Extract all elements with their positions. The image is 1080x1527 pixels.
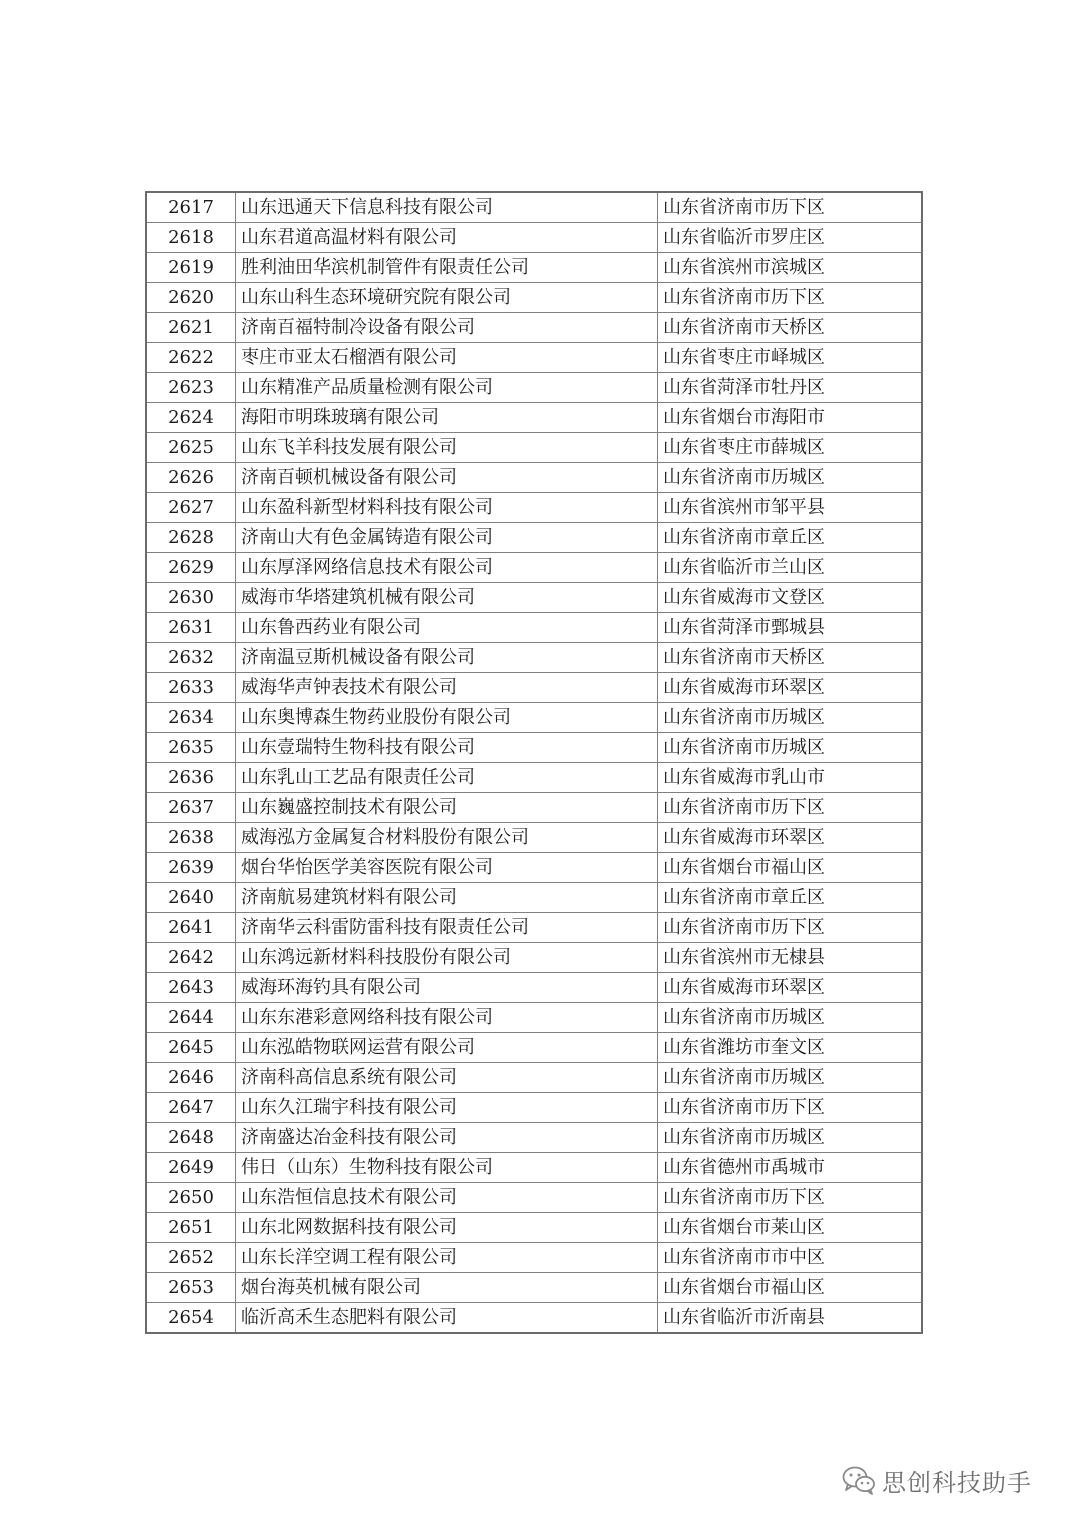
row-number-cell: 2627	[146, 493, 236, 523]
row-number-cell: 2632	[146, 643, 236, 673]
company-name-cell: 威海市华塔建筑机械有限公司	[236, 583, 658, 613]
row-number-cell: 2633	[146, 673, 236, 703]
row-number-cell: 2618	[146, 223, 236, 253]
table-row	[146, 1123, 922, 1153]
table-row	[146, 493, 922, 523]
table-row	[146, 1063, 922, 1093]
location-cell: 山东省济南市历下区	[658, 793, 923, 823]
table-row	[146, 463, 922, 493]
table-row	[146, 1183, 922, 1213]
location-cell: 山东省济南市历下区	[658, 283, 923, 313]
table-row	[146, 823, 922, 853]
row-number-cell: 2625	[146, 433, 236, 463]
location-cell: 山东省济南市历下区	[658, 1093, 923, 1123]
row-number-cell: 2652	[146, 1243, 236, 1273]
table-row	[146, 1033, 922, 1063]
company-name-cell: 枣庄市亚太石榴酒有限公司	[236, 343, 658, 373]
row-number-cell: 2643	[146, 973, 236, 1003]
table-row	[146, 973, 922, 1003]
location-cell: 山东省烟台市福山区	[658, 1273, 923, 1303]
table-row	[146, 583, 922, 613]
company-name-cell: 海阳市明珠玻璃有限公司	[236, 403, 658, 433]
row-number-cell: 2630	[146, 583, 236, 613]
row-number-cell: 2619	[146, 253, 236, 283]
company-name-cell: 山东飞羊科技发展有限公司	[236, 433, 658, 463]
row-number-cell: 2650	[146, 1183, 236, 1213]
row-number-cell: 2641	[146, 913, 236, 943]
company-name-cell: 山东鸿远新材料科技股份有限公司	[236, 943, 658, 973]
location-cell: 山东省济南市历城区	[658, 1063, 923, 1093]
row-number-cell: 2644	[146, 1003, 236, 1033]
company-name-cell: 济南百顿机械设备有限公司	[236, 463, 658, 493]
row-number-cell: 2647	[146, 1093, 236, 1123]
row-number-cell: 2635	[146, 733, 236, 763]
location-cell: 山东省烟台市海阳市	[658, 403, 923, 433]
row-number-cell: 2649	[146, 1153, 236, 1183]
table-row	[146, 883, 922, 913]
table-row	[146, 223, 922, 253]
row-number-cell: 2648	[146, 1123, 236, 1153]
table-row	[146, 1243, 922, 1273]
company-name-cell: 山东北网数据科技有限公司	[236, 1213, 658, 1243]
table-row	[146, 1153, 922, 1183]
company-name-cell: 山东奥博森生物药业股份有限公司	[236, 703, 658, 733]
company-name-cell: 山东鲁西药业有限公司	[236, 613, 658, 643]
location-cell: 山东省济南市历城区	[658, 703, 923, 733]
location-cell: 山东省济南市天桥区	[658, 643, 923, 673]
location-cell: 山东省烟台市莱山区	[658, 1213, 923, 1243]
row-number-cell: 2624	[146, 403, 236, 433]
location-cell: 山东省滨州市无棣县	[658, 943, 923, 973]
location-cell: 山东省济南市历下区	[658, 1183, 923, 1213]
table-row	[146, 913, 922, 943]
table-row	[146, 313, 922, 343]
company-name-cell: 山东长洋空调工程有限公司	[236, 1243, 658, 1273]
location-cell: 山东省滨州市滨城区	[658, 253, 923, 283]
table-row	[146, 703, 922, 733]
location-cell: 山东省临沂市兰山区	[658, 553, 923, 583]
row-number-cell: 2631	[146, 613, 236, 643]
company-name-cell: 山东厚泽网络信息技术有限公司	[236, 553, 658, 583]
table-row	[146, 1303, 922, 1334]
company-name-cell: 威海环海钓具有限公司	[236, 973, 658, 1003]
row-number-cell: 2636	[146, 763, 236, 793]
table-row	[146, 343, 922, 373]
location-cell: 山东省济南市市中区	[658, 1243, 923, 1273]
table-row	[146, 553, 922, 583]
table-row	[146, 523, 922, 553]
table-row	[146, 853, 922, 883]
row-number-cell: 2628	[146, 523, 236, 553]
company-name-cell: 济南盛达冶金科技有限公司	[236, 1123, 658, 1153]
company-name-cell: 威海华声钟表技术有限公司	[236, 673, 658, 703]
row-number-cell: 2637	[146, 793, 236, 823]
company-name-cell: 山东盈科新型材料科技有限公司	[236, 493, 658, 523]
table-row	[146, 1093, 922, 1123]
company-name-cell: 山东巍盛控制技术有限公司	[236, 793, 658, 823]
row-number-cell: 2626	[146, 463, 236, 493]
table-row	[146, 1003, 922, 1033]
table-row	[146, 733, 922, 763]
table-row	[146, 253, 922, 283]
location-cell: 山东省德州市禹城市	[658, 1153, 923, 1183]
row-number-cell: 2621	[146, 313, 236, 343]
row-number-cell: 2654	[146, 1303, 236, 1334]
row-number-cell: 2629	[146, 553, 236, 583]
location-cell: 山东省枣庄市峄城区	[658, 343, 923, 373]
location-cell: 山东省济南市历城区	[658, 1123, 923, 1153]
table-row	[146, 643, 922, 673]
row-number-cell: 2640	[146, 883, 236, 913]
location-cell: 山东省威海市文登区	[658, 583, 923, 613]
row-number-cell: 2634	[146, 703, 236, 733]
company-name-cell: 山东山科生态环境研究院有限公司	[236, 283, 658, 313]
company-name-cell: 济南山大有色金属铸造有限公司	[236, 523, 658, 553]
location-cell: 山东省潍坊市奎文区	[658, 1033, 923, 1063]
location-cell: 山东省济南市历下区	[658, 913, 923, 943]
location-cell: 山东省威海市环翠区	[658, 973, 923, 1003]
company-name-cell: 山东浩恒信息技术有限公司	[236, 1183, 658, 1213]
company-name-cell: 济南百福特制冷设备有限公司	[236, 313, 658, 343]
company-name-cell: 济南华云科雷防雷科技有限责任公司	[236, 913, 658, 943]
watermark-text: 思创科技助手	[882, 1468, 1032, 1497]
company-list-table	[145, 191, 923, 1334]
location-cell: 山东省菏泽市鄄城县	[658, 613, 923, 643]
company-name-cell: 烟台华怡医学美容医院有限公司	[236, 853, 658, 883]
company-name-cell: 山东壹瑞特生物科技有限公司	[236, 733, 658, 763]
company-name-cell: 烟台海英机械有限公司	[236, 1273, 658, 1303]
watermark	[842, 1462, 1032, 1498]
row-number-cell: 2642	[146, 943, 236, 973]
table-row	[146, 192, 922, 223]
row-number-cell: 2617	[146, 192, 236, 223]
row-number-cell: 2638	[146, 823, 236, 853]
location-cell: 山东省菏泽市牡丹区	[658, 373, 923, 403]
table-row	[146, 1273, 922, 1303]
location-cell: 山东省济南市天桥区	[658, 313, 923, 343]
company-name-cell: 山东精准产品质量检测有限公司	[236, 373, 658, 403]
table-row	[146, 673, 922, 703]
table-row	[146, 1213, 922, 1243]
location-cell: 山东省威海市环翠区	[658, 823, 923, 853]
table-row	[146, 433, 922, 463]
table-row	[146, 373, 922, 403]
location-cell: 山东省滨州市邹平县	[658, 493, 923, 523]
company-name-cell: 山东东港彩意网络科技有限公司	[236, 1003, 658, 1033]
row-number-cell: 2651	[146, 1213, 236, 1243]
table-row	[146, 763, 922, 793]
company-name-cell: 临沂高禾生态肥料有限公司	[236, 1303, 658, 1334]
row-number-cell: 2622	[146, 343, 236, 373]
location-cell: 山东省枣庄市薛城区	[658, 433, 923, 463]
row-number-cell: 2623	[146, 373, 236, 403]
location-cell: 山东省济南市章丘区	[658, 883, 923, 913]
location-cell: 山东省临沂市沂南县	[658, 1303, 923, 1334]
company-name-cell: 山东久江瑞宇科技有限公司	[236, 1093, 658, 1123]
location-cell: 山东省济南市历下区	[658, 192, 923, 223]
company-name-cell: 山东泓皓物联网运营有限公司	[236, 1033, 658, 1063]
company-name-cell: 济南温豆斯机械设备有限公司	[236, 643, 658, 673]
table-row	[146, 403, 922, 433]
location-cell: 山东省威海市乳山市	[658, 763, 923, 793]
row-number-cell: 2646	[146, 1063, 236, 1093]
company-name-cell: 伟日（山东）生物科技有限公司	[236, 1153, 658, 1183]
company-name-cell: 威海泓方金属复合材料股份有限公司	[236, 823, 658, 853]
company-name-cell: 山东君道高温材料有限公司	[236, 223, 658, 253]
company-name-cell: 山东迅通天下信息科技有限公司	[236, 192, 658, 223]
company-name-cell: 济南科高信息系统有限公司	[236, 1063, 658, 1093]
table-row	[146, 793, 922, 823]
company-name-cell: 济南航易建筑材料有限公司	[236, 883, 658, 913]
location-cell: 山东省济南市历城区	[658, 733, 923, 763]
location-cell: 山东省济南市历城区	[658, 1003, 923, 1033]
company-name-cell: 山东乳山工艺品有限责任公司	[236, 763, 658, 793]
row-number-cell: 2653	[146, 1273, 236, 1303]
company-list-body	[146, 192, 922, 1333]
wechat-icon	[842, 1465, 876, 1495]
location-cell: 山东省济南市章丘区	[658, 523, 923, 553]
table-row	[146, 943, 922, 973]
row-number-cell: 2620	[146, 283, 236, 313]
location-cell: 山东省临沂市罗庄区	[658, 223, 923, 253]
table-row	[146, 283, 922, 313]
row-number-cell: 2639	[146, 853, 236, 883]
location-cell: 山东省威海市环翠区	[658, 673, 923, 703]
table-row	[146, 613, 922, 643]
row-number-cell: 2645	[146, 1033, 236, 1063]
location-cell: 山东省济南市历城区	[658, 463, 923, 493]
location-cell: 山东省烟台市福山区	[658, 853, 923, 883]
company-name-cell: 胜利油田华滨机制管件有限责任公司	[236, 253, 658, 283]
